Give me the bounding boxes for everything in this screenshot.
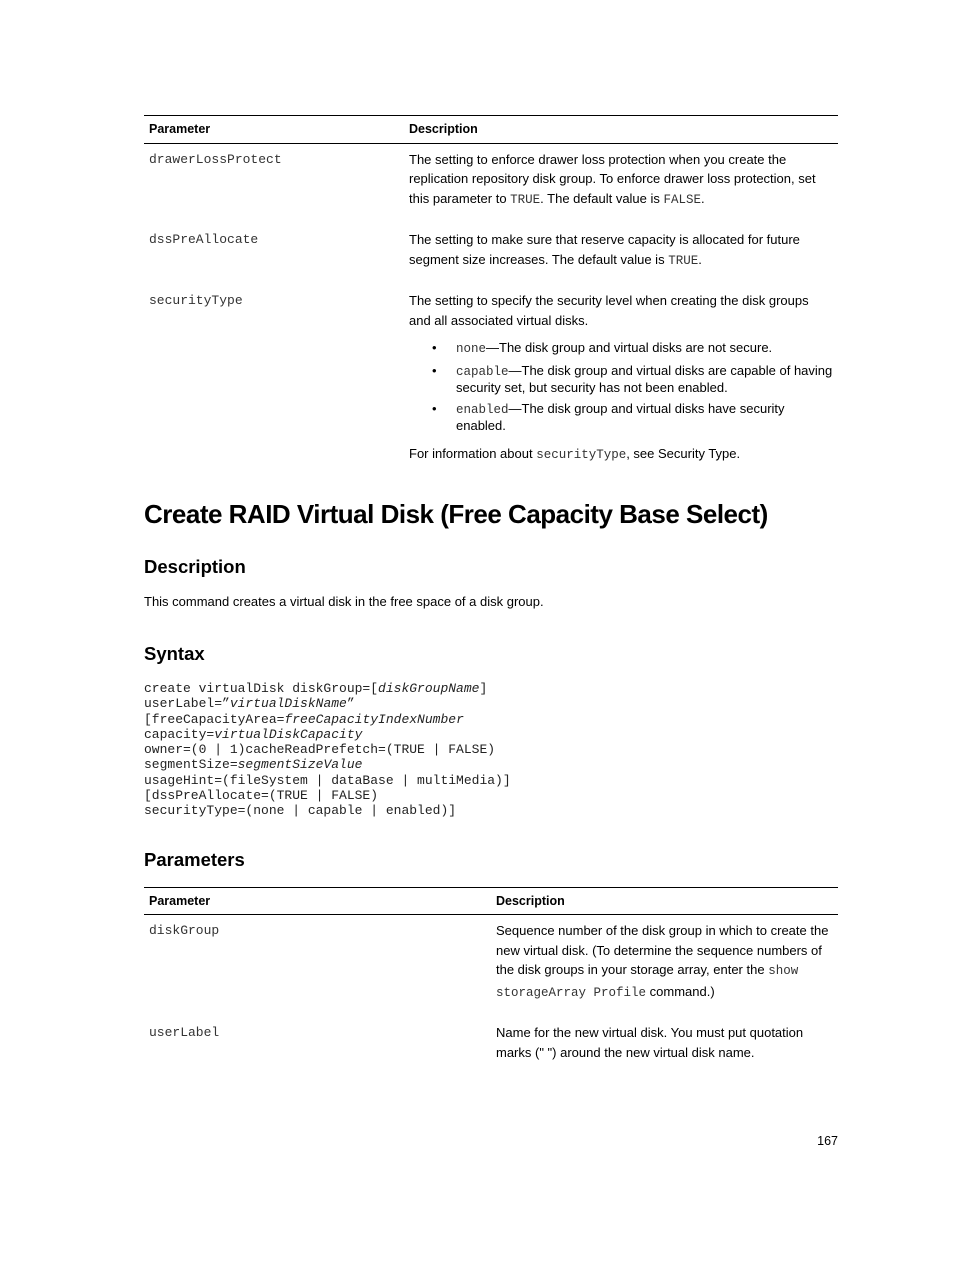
list-item: • enabled—The disk group and virtual disks have security enabled. bbox=[409, 401, 833, 434]
param-description: Name for the new virtual disk. You must put quotation marks (" ") around the new virtual disk name. bbox=[496, 1025, 804, 1060]
table-row bbox=[144, 143, 838, 224]
section-title: Create RAID Virtual Disk (Free Capacity Base Select) bbox=[144, 499, 768, 529]
param-name: securityType bbox=[149, 293, 243, 308]
table-row bbox=[144, 224, 838, 285]
column-header-parameter: Parameter bbox=[144, 887, 491, 915]
syntax-line: segmentSize=segmentSizeValue bbox=[144, 757, 363, 773]
table-header-row bbox=[144, 116, 838, 144]
table-row bbox=[144, 1017, 838, 1076]
param-description: The setting to specify the security level when creating the disk groups and all associated virtual disks. • none—The disk group and virtual disks are not secure. • capable—The disk group and virtual disks are capable of having security set, but security has not been enabled. • enabled—The disk group and virtual disks have security enabled. For information about securityType, see Security Type. bbox=[404, 285, 838, 479]
description-text: This command creates a virtual disk in the free space of a disk group. bbox=[144, 594, 544, 609]
table-header-row bbox=[144, 887, 838, 915]
param-name: dssPreAllocate bbox=[149, 232, 259, 247]
column-header-description: Description bbox=[404, 116, 838, 144]
syntax-line: owner=(0 | 1)cacheReadPrefetch=(TRUE | FALSE) bbox=[144, 742, 496, 758]
param-description: The setting to make sure that reserve capacity is allocated for future segment size increases. The default value is TRUE. bbox=[409, 232, 800, 268]
column-header-parameter: Parameter bbox=[144, 116, 404, 144]
param-description: The setting to enforce drawer loss protection when you create the replication repository disk group. To enforce drawer loss protection, set this parameter to TRUE. The default value is FALSE. bbox=[409, 151, 816, 207]
syntax-code-block bbox=[144, 681, 838, 819]
parameters-heading: Parameters bbox=[144, 848, 245, 870]
syntax-line: [freeCapacityArea=freeCapacityIndexNumber bbox=[144, 711, 464, 727]
page-number: 167 bbox=[817, 1134, 838, 1148]
param-name: userLabel bbox=[149, 1025, 220, 1041]
table-row bbox=[144, 915, 838, 1018]
syntax-line: usageHint=(fileSystem | dataBase | multiMedia)] bbox=[144, 772, 511, 788]
security-type-list bbox=[409, 340, 833, 434]
param-description: Sequence number of the disk group in which to create the new virtual disk. (To determine the sequence numbers of the disk groups in your storage array, enter the show storageArray Profile command.) bbox=[496, 923, 829, 1000]
column-header-description: Description bbox=[491, 887, 838, 915]
syntax-line: create virtualDisk diskGroup=[diskGroupName] bbox=[144, 681, 488, 696]
syntax-heading: Syntax bbox=[144, 643, 205, 664]
param-name: diskGroup bbox=[149, 923, 220, 939]
syntax-line: securityType=(none | capable | enabled)] bbox=[144, 803, 457, 819]
syntax-line: userLabel=”virtualDiskName” bbox=[144, 696, 355, 712]
security-type-note: For information about securityType, see Security Type. bbox=[409, 445, 741, 462]
table-row bbox=[144, 285, 838, 479]
parameter-table-2 bbox=[144, 887, 838, 1077]
syntax-line: [dssPreAllocate=(TRUE | FALSE) bbox=[144, 788, 379, 804]
list-item: • capable—The disk group and virtual disks are capable of having security set, but security has not been enabled. bbox=[409, 363, 833, 396]
list-item: • none—The disk group and virtual disks are not secure. bbox=[409, 340, 833, 358]
document-page bbox=[144, 115, 838, 1076]
parameter-table-1 bbox=[144, 115, 838, 479]
description-heading: Description bbox=[144, 556, 246, 577]
syntax-line: capacity=virtualDiskCapacity bbox=[144, 726, 363, 742]
param-name: drawerLossProtect bbox=[149, 151, 282, 167]
